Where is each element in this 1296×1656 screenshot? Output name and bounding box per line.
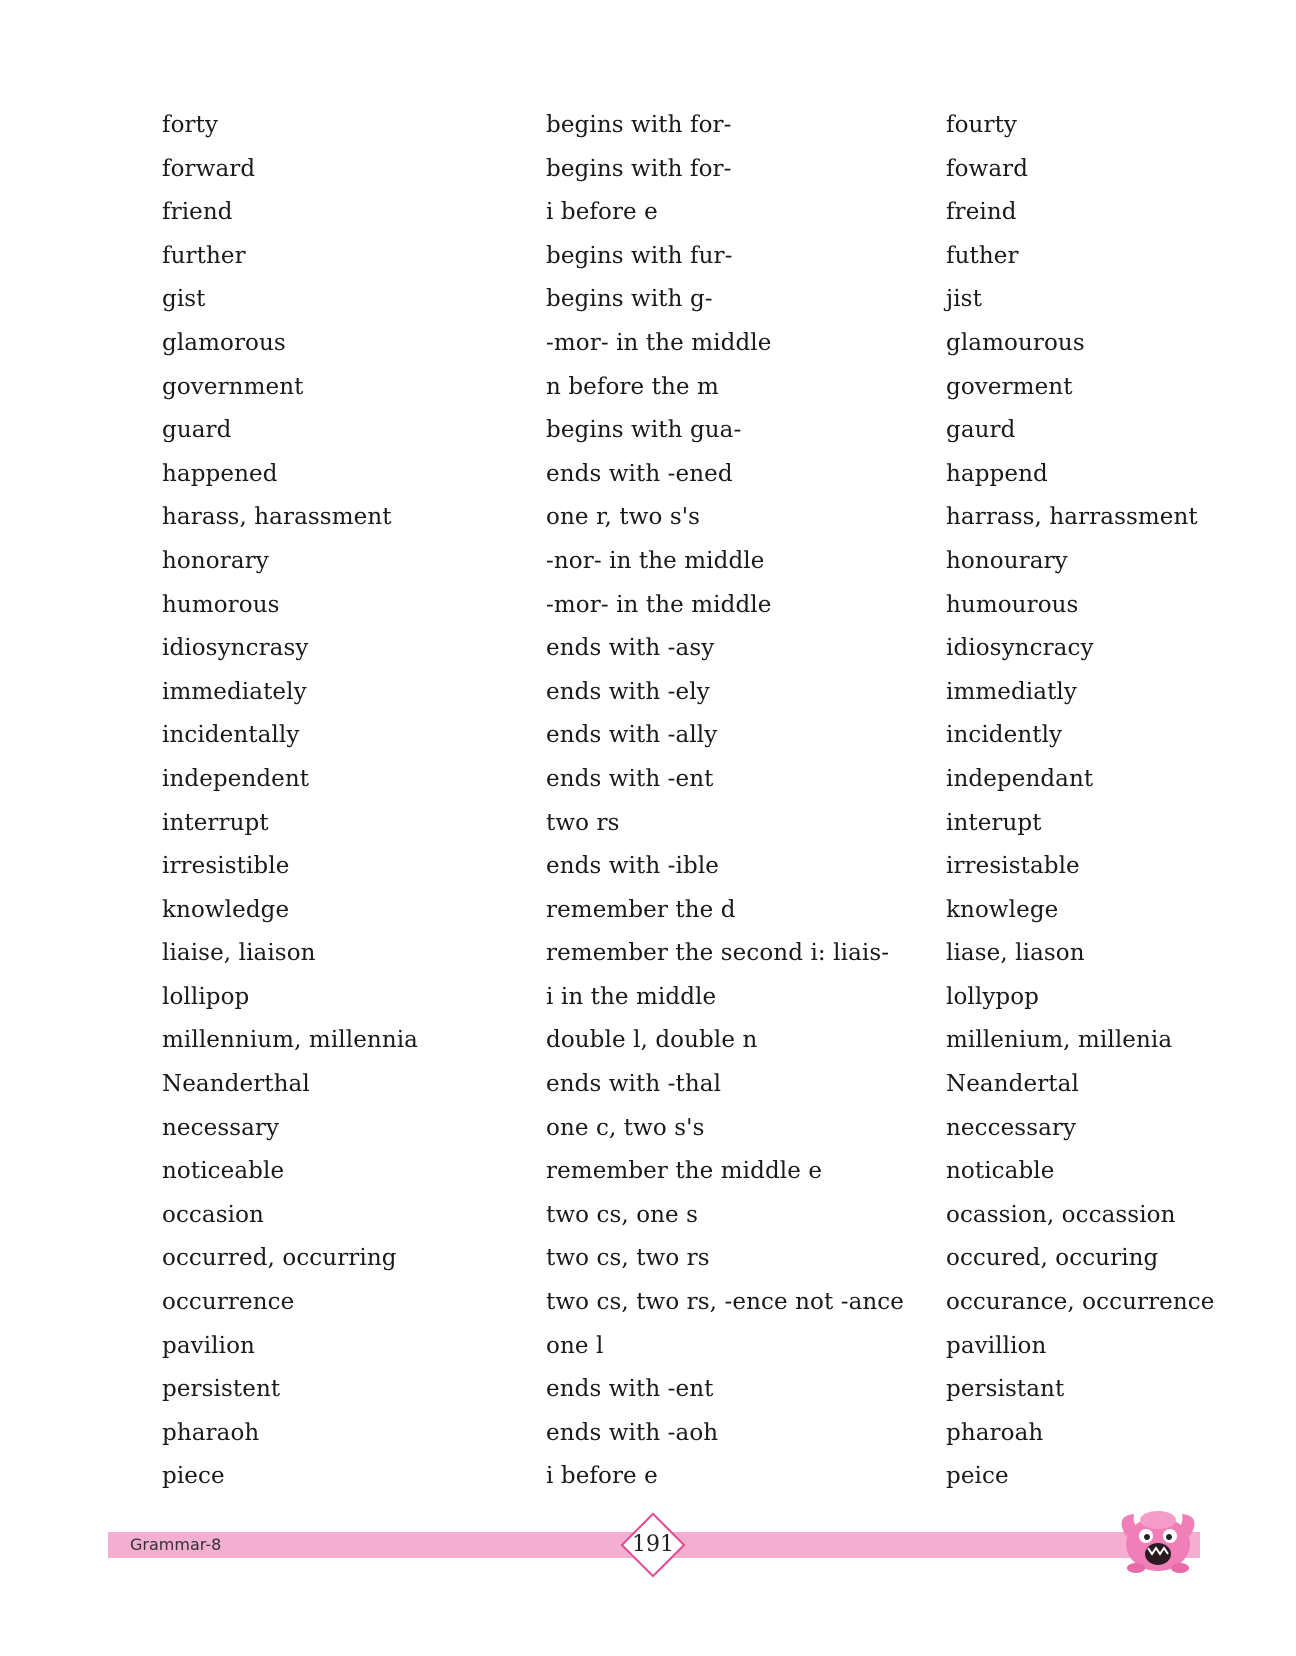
misspelling: millenium, millenia — [946, 1027, 1173, 1054]
correct-spelling: piece — [162, 1463, 225, 1490]
misspelling: occured, occuring — [946, 1245, 1159, 1272]
misspelling: interupt — [946, 809, 1042, 836]
table-row — [162, 802, 1212, 846]
spelling-tip: -nor- in the middle — [546, 547, 765, 574]
misspelling: gaurd — [946, 417, 1016, 444]
misspelling: happend — [946, 460, 1048, 487]
misspelling: honourary — [946, 547, 1068, 574]
spelling-tip: i in the middle — [546, 983, 717, 1010]
misspelling: fourty — [946, 112, 1018, 138]
correct-spelling: immediately — [162, 678, 307, 705]
spelling-tip: begins with g- — [546, 286, 713, 313]
correct-spelling: idiosyncrasy — [162, 635, 309, 662]
spelling-tip: ends with -ally — [546, 722, 718, 749]
spelling-table — [162, 104, 1215, 1499]
misspelling: neccessary — [946, 1114, 1077, 1141]
misspelling: goverment — [946, 373, 1073, 400]
table-row — [162, 714, 1212, 758]
table-row — [162, 235, 1212, 279]
correct-spelling: pavilion — [162, 1332, 255, 1359]
correct-spelling: friend — [162, 199, 233, 226]
correct-spelling: liaise, liaison — [162, 940, 316, 967]
spelling-tip: n before the m — [546, 373, 719, 400]
table-row — [162, 584, 1212, 628]
misspelling: independant — [946, 765, 1094, 792]
misspelling: peice — [946, 1463, 1009, 1490]
correct-spelling: independent — [162, 765, 310, 792]
table-row — [162, 148, 1212, 192]
misspelling: pavillion — [946, 1332, 1047, 1359]
misspelling: futher — [946, 242, 1019, 269]
correct-spelling: harass, harassment — [162, 504, 392, 531]
spelling-tip: -mor- in the middle — [546, 329, 772, 356]
misspelling: idiosyncracy — [946, 635, 1094, 662]
spelling-tip: begins with gua- — [546, 417, 742, 444]
table-row — [162, 496, 1212, 540]
correct-spelling: government — [162, 373, 304, 400]
misspelling: ocassion, occassion — [946, 1201, 1176, 1228]
correct-spelling: lollipop — [162, 983, 250, 1010]
table-row — [162, 627, 1212, 671]
spelling-tip: one c, two s's — [546, 1114, 705, 1141]
spelling-tip: begins with for- — [546, 112, 732, 138]
spelling-tip: ends with -ely — [546, 678, 710, 705]
table-row — [162, 278, 1212, 322]
correct-spelling: forward — [162, 155, 256, 182]
book-title: Grammar-8 — [130, 1535, 222, 1554]
table-row — [162, 1019, 1212, 1063]
spelling-tip: one l — [546, 1332, 604, 1359]
spelling-tip: two cs, two rs — [546, 1245, 710, 1272]
spelling-tip: ends with -ible — [546, 853, 719, 880]
table-row — [162, 1237, 1212, 1281]
table-row — [162, 1412, 1212, 1456]
correct-spelling: honorary — [162, 547, 269, 574]
correct-spelling: happened — [162, 460, 278, 487]
spelling-tip: two rs — [546, 809, 620, 836]
misspelling: Neandertal — [946, 1071, 1079, 1098]
misspelling: pharoah — [946, 1419, 1044, 1446]
misspelling: humourous — [946, 591, 1079, 618]
misspelling: freind — [946, 199, 1017, 226]
table-row — [162, 889, 1212, 933]
misspelling: immediatly — [946, 678, 1077, 705]
correct-spelling: pharaoh — [162, 1419, 260, 1446]
correct-spelling: humorous — [162, 591, 280, 618]
table-row — [162, 1281, 1215, 1325]
table-row — [162, 845, 1212, 889]
spelling-tip: begins with fur- — [546, 242, 733, 269]
spelling-tip: ends with -thal — [546, 1071, 722, 1098]
table-row — [162, 540, 1212, 584]
spelling-tip: remember the d — [546, 896, 736, 923]
correct-spelling: millennium, millennia — [162, 1027, 418, 1054]
misspelling: noticable — [946, 1158, 1055, 1185]
spelling-tip: two cs, one s — [546, 1201, 699, 1228]
pink-monster-icon — [1112, 1498, 1204, 1578]
misspelling: knowlege — [946, 896, 1059, 923]
table-row — [162, 1150, 1212, 1194]
spelling-tip: i before e — [546, 199, 658, 226]
correct-spelling: guard — [162, 417, 232, 444]
table-row — [162, 366, 1212, 410]
spelling-tip: one r, two s's — [546, 504, 701, 531]
correct-spelling: occurred, occurring — [162, 1245, 397, 1272]
correct-spelling: incidentally — [162, 722, 300, 749]
table-row — [162, 1194, 1212, 1238]
misspelling: irresistable — [946, 853, 1080, 880]
table-row — [162, 322, 1212, 366]
misspelling: incidently — [946, 722, 1063, 749]
misspelling: persistant — [946, 1376, 1065, 1403]
spelling-tip: remember the middle e — [546, 1158, 823, 1185]
table-row — [162, 671, 1212, 715]
correct-spelling: occurrence — [162, 1289, 295, 1316]
correct-spelling: forty — [162, 112, 219, 138]
table-row — [162, 932, 1212, 976]
correct-spelling: glamorous — [162, 329, 286, 356]
misspelling: foward — [946, 155, 1029, 182]
misspelling: jist — [946, 286, 982, 313]
table-row — [162, 758, 1212, 802]
correct-spelling: further — [162, 242, 246, 269]
correct-spelling: persistent — [162, 1376, 281, 1403]
correct-spelling: knowledge — [162, 896, 290, 923]
correct-spelling: noticeable — [162, 1158, 285, 1185]
page-number: 191 — [632, 1532, 674, 1557]
spelling-tip: double l, double n — [546, 1027, 758, 1054]
table-row — [162, 976, 1212, 1020]
correct-spelling: interrupt — [162, 809, 269, 836]
spelling-tip: remember the second i: liais- — [546, 940, 890, 967]
table-row — [162, 409, 1212, 453]
misspelling: occurance, occurrence — [946, 1289, 1215, 1316]
table-row — [162, 1107, 1212, 1151]
spelling-tip: i before e — [546, 1463, 658, 1490]
spelling-tip: begins with for- — [546, 155, 732, 182]
spelling-tip: ends with -ent — [546, 1376, 714, 1403]
correct-spelling: occasion — [162, 1201, 264, 1228]
table-row — [162, 104, 1212, 148]
misspelling: lollypop — [946, 983, 1040, 1010]
table-row — [162, 1063, 1212, 1107]
spelling-tip: two cs, two rs, -ence not -ance — [546, 1289, 905, 1316]
table-row — [162, 1455, 1212, 1499]
table-row — [162, 1368, 1212, 1412]
correct-spelling: necessary — [162, 1114, 280, 1141]
spelling-tip: ends with -aoh — [546, 1419, 719, 1446]
misspelling: liase, liason — [946, 940, 1085, 967]
spelling-tip: -mor- in the middle — [546, 591, 772, 618]
spelling-tip: ends with -ened — [546, 460, 733, 487]
misspelling: glamourous — [946, 329, 1085, 356]
correct-spelling: Neanderthal — [162, 1071, 310, 1098]
spelling-tip: ends with -asy — [546, 635, 715, 662]
table-row — [162, 453, 1212, 497]
spelling-tip: ends with -ent — [546, 765, 714, 792]
correct-spelling: irresistible — [162, 853, 290, 880]
table-row — [162, 191, 1212, 235]
correct-spelling: gist — [162, 286, 206, 313]
table-row — [162, 1325, 1212, 1369]
misspelling: harrass, harrassment — [946, 504, 1198, 531]
